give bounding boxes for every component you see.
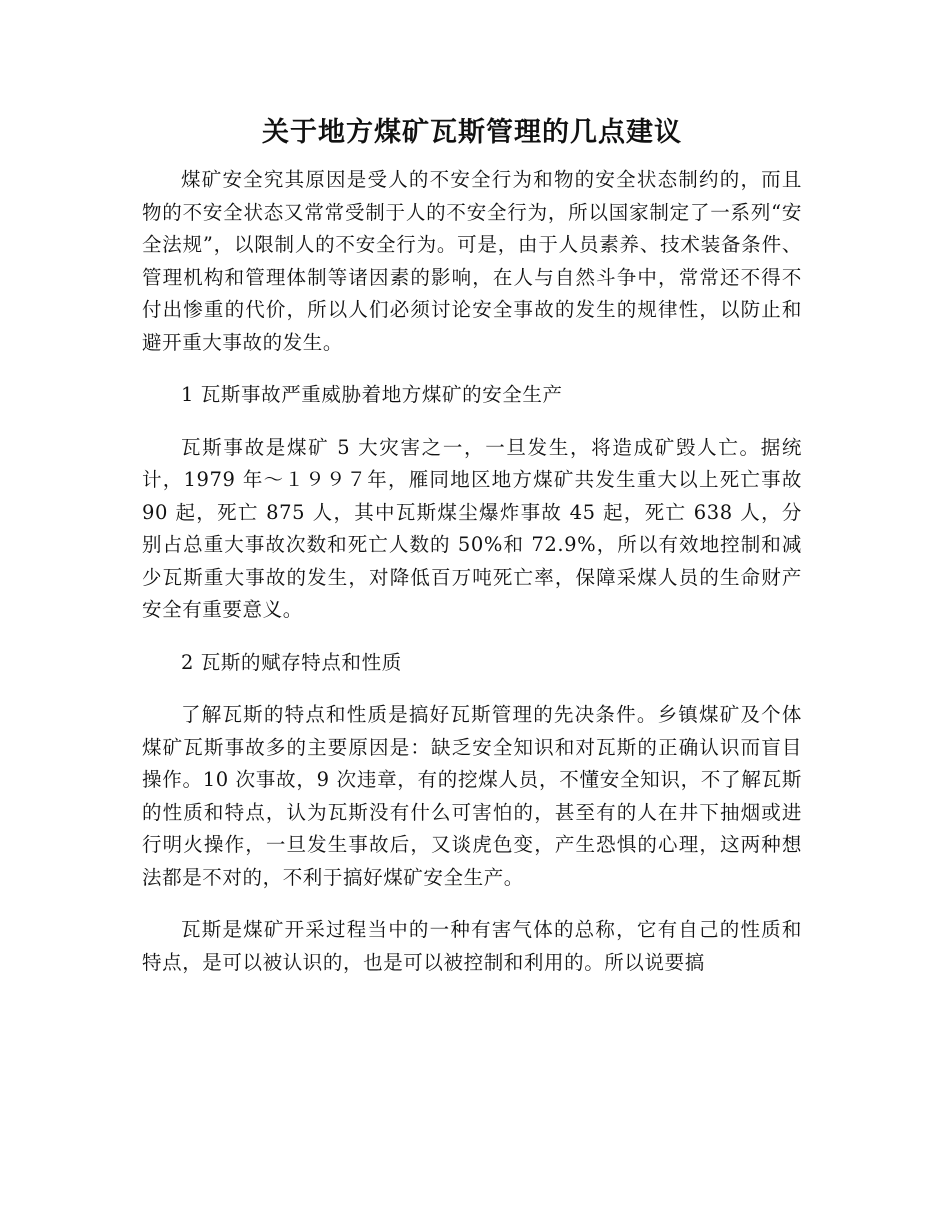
section-2-paragraph-2: 瓦斯是煤矿开采过程当中的一种有害气体的总称，它有自己的性质和特点，是可以被认识的，也是可以被控制和利用的。所以说要搞 <box>142 918 802 974</box>
section-1-paragraph: 瓦斯事故是煤矿 5 大灾害之一，一旦发生，将造成矿毁人亡。据统计，1979 年～１９９７年，雁同地区地方煤矿共发生重大以上死亡事故 90 起，死亡 875 人，其中瓦斯煤尘爆炸事故 45 起，死亡 638 人，分别占总重大事故次数和死亡人数的 50%和 72.9%，所以有效地控制和减少瓦斯重大事故的发生，对降低百万吨死亡率，保障采煤人员的生命财产安全有重要意义。 <box>142 435 802 621</box>
intro-paragraph: 煤矿安全究其原因是受人的不安全行为和物的安全状态制约的，而且物的不安全状态又常常受制于人的不安全行为，所以国家制定了一系列“安全法规”，以限制人的不安全行为。可是，由于人员素养、技术装备条件、管理机构和管理体制等诸因素的影响，在人与自然斗争中，常常还不得不付出惨重的代价，所以人们必须讨论安全事故的发生的规律性，以防止和避开重大事故的发生。 <box>142 168 802 354</box>
section-2-paragraph-1: 了解瓦斯的特点和性质是搞好瓦斯管理的先决条件。乡镇煤矿及个体煤矿瓦斯事故多的主要原因是：缺乏安全知识和对瓦斯的正确认识而盲目操作。10 次事故，9 次违章，有的挖煤人员，不懂安全知识，不了解瓦斯的性质和特点，认为瓦斯没有什么可害怕的，甚至有的人在井下抽烟或进行明火操作，一旦发生事故后，又谈虎色变，产生恐惧的心理，这两种想法都是不对的，不利于搞好煤矿安全生产。 <box>142 703 802 889</box>
section-2-heading: 2 瓦斯的赋存特点和性质 <box>181 650 402 674</box>
document-body <box>142 112 802 979</box>
document-title: 关于地方煤矿瓦斯管理的几点建议 <box>262 117 682 148</box>
section-1-heading: 1 瓦斯事故严重威胁着地方煤矿的安全生产 <box>181 383 563 406</box>
